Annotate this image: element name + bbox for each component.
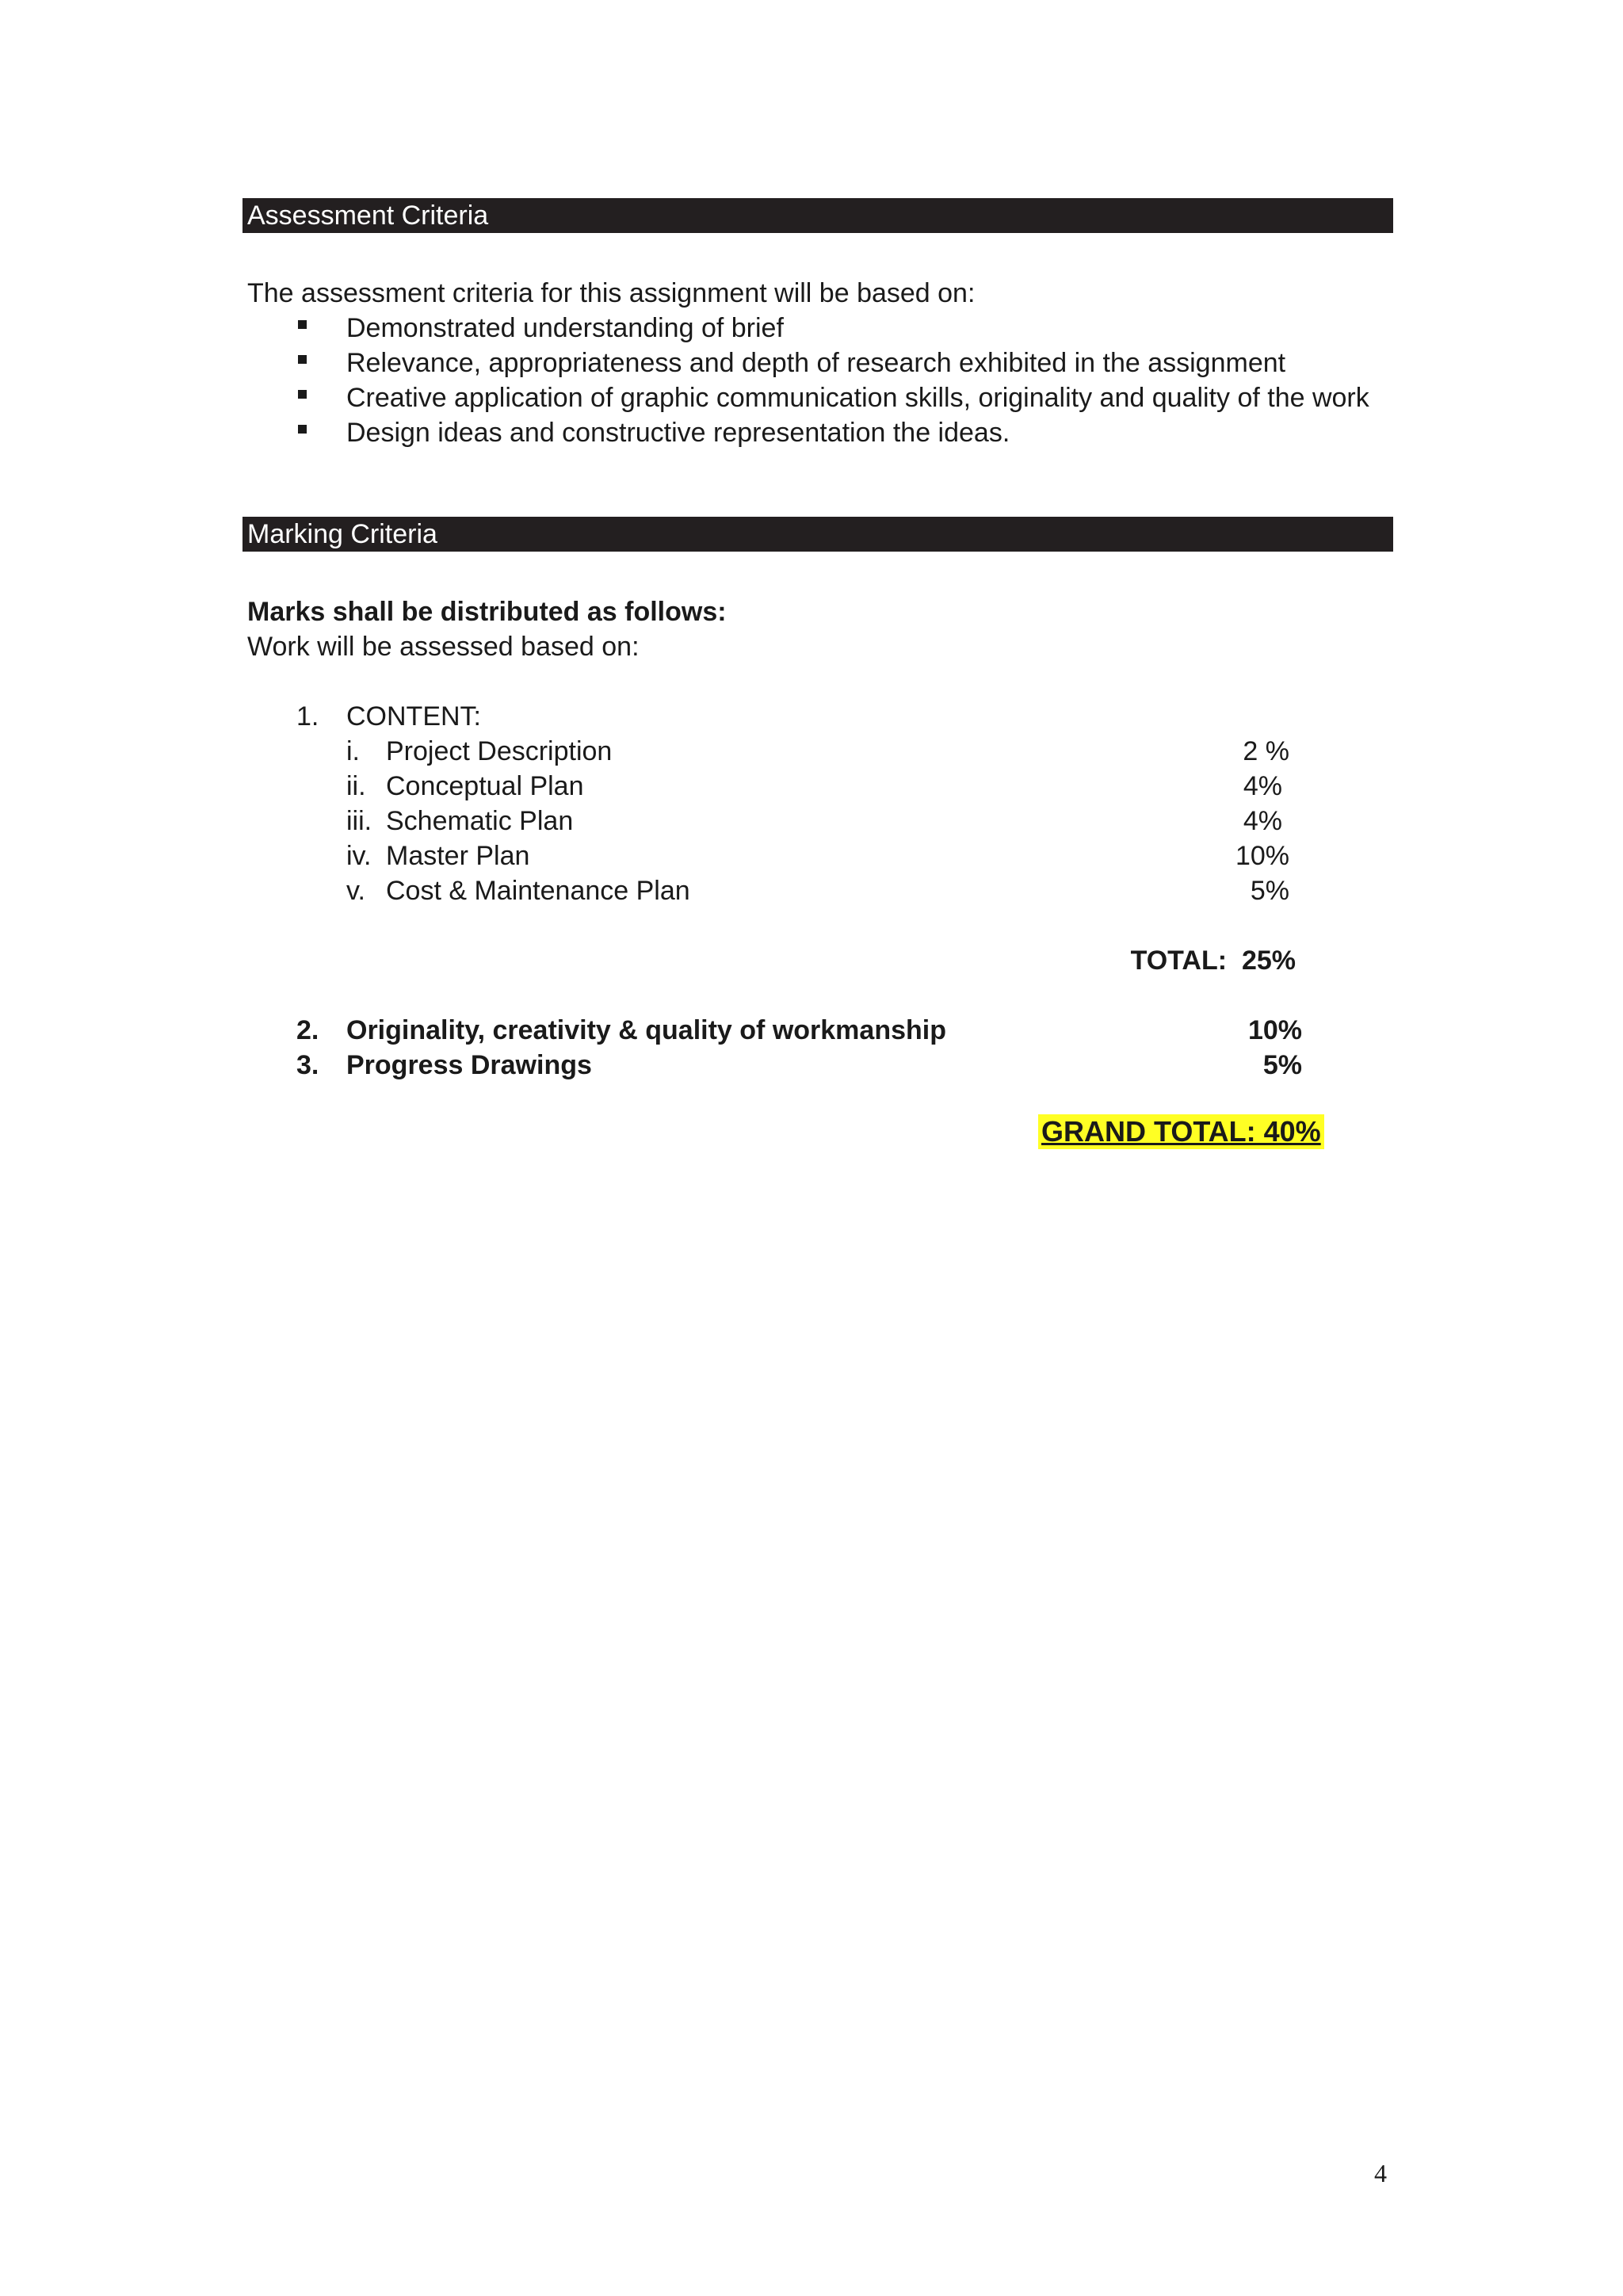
marks-distribution-lead: Marks shall be distributed as follows: bbox=[247, 597, 727, 627]
item-label: Cost & Maintenance Plan bbox=[386, 876, 690, 906]
bullet-marker bbox=[298, 390, 307, 399]
item-label: Schematic Plan bbox=[386, 806, 574, 836]
item-numeral: iv. bbox=[346, 841, 372, 871]
bullet-text: Creative application of graphic communication skills, originality and quality of the work bbox=[346, 383, 1369, 413]
item-numeral: v. bbox=[346, 876, 365, 906]
bullet-marker bbox=[298, 320, 307, 329]
bullet-marker bbox=[298, 355, 307, 364]
item-label: Conceptual Plan bbox=[386, 771, 584, 801]
grand-total: GRAND TOTAL: 40% bbox=[1038, 1114, 1324, 1149]
item-number: 3. bbox=[296, 1050, 319, 1080]
item-mark: 4% bbox=[1243, 806, 1282, 836]
item-label: Master Plan bbox=[386, 841, 530, 871]
bullet-marker bbox=[298, 425, 307, 434]
item-mark: 2 % bbox=[1243, 736, 1289, 766]
item-numeral: iii. bbox=[346, 806, 372, 836]
bullet-text: Demonstrated understanding of brief bbox=[346, 313, 784, 343]
item-numeral: i. bbox=[346, 736, 360, 766]
content-heading: CONTENT: bbox=[346, 701, 481, 732]
item-mark: 10% bbox=[1247, 1015, 1302, 1045]
item-label: Originality, creativity & quality of workmanship bbox=[346, 1015, 946, 1045]
assessment-criteria-header bbox=[242, 198, 1393, 233]
assessment-criteria-title: Assessment Criteria bbox=[247, 201, 489, 231]
item-label: Progress Drawings bbox=[346, 1050, 592, 1080]
page-number: 4 bbox=[1374, 2159, 1387, 2187]
item-mark: 5% bbox=[1262, 1050, 1302, 1080]
item-number: 2. bbox=[296, 1015, 319, 1045]
item-mark: 10% bbox=[1235, 841, 1289, 871]
item-label: Project Description bbox=[386, 736, 613, 766]
marking-criteria-header bbox=[242, 517, 1393, 552]
assessment-basis-text: Work will be assessed based on: bbox=[247, 632, 640, 662]
item-numeral: ii. bbox=[346, 771, 366, 801]
item-mark: 4% bbox=[1243, 771, 1282, 801]
content-number: 1. bbox=[296, 701, 319, 732]
bullet-text: Relevance, appropriateness and depth of research exhibited in the assignment bbox=[346, 348, 1286, 378]
assessment-intro: The assessment criteria for this assignment will be based on: bbox=[247, 278, 976, 308]
content-total: TOTAL: 25% bbox=[1130, 946, 1296, 976]
bullet-text: Design ideas and constructive representation the ideas. bbox=[346, 418, 1010, 448]
item-mark: 5% bbox=[1250, 876, 1289, 906]
marking-criteria-title: Marking Criteria bbox=[247, 519, 437, 549]
